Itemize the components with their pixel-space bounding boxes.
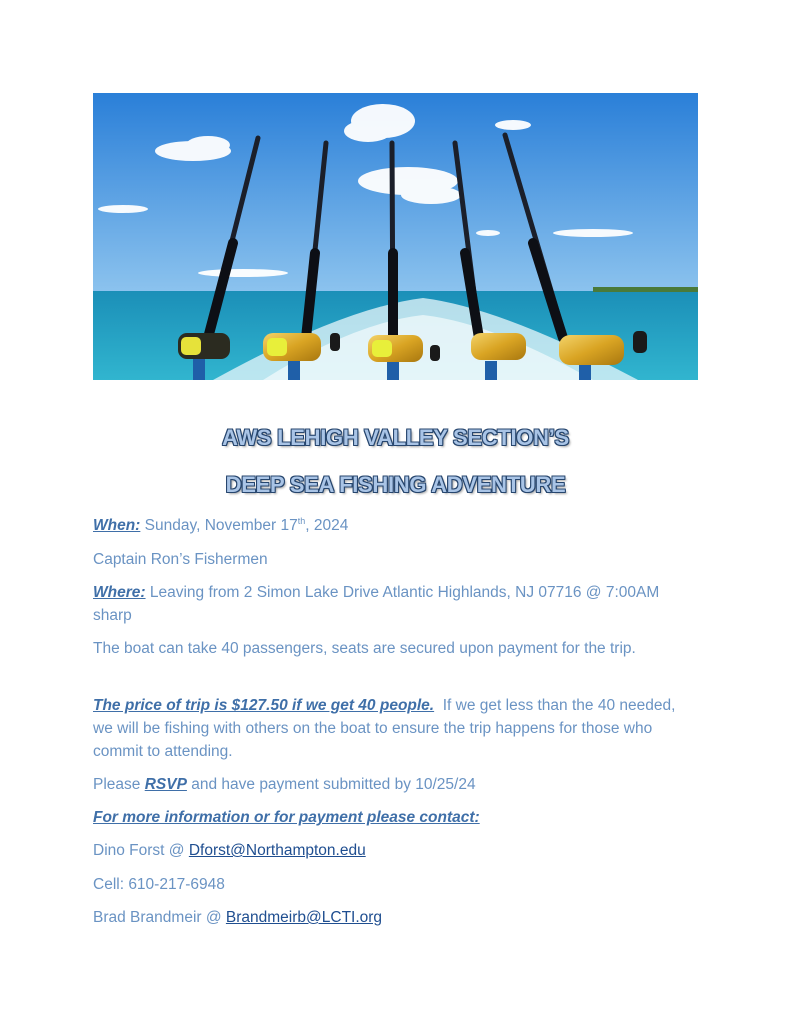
fishing-rods-photo [93,93,698,380]
title-line-2: DEEP SEA FISHING ADVENTURE [225,472,566,497]
rsvp-label: RSVP [144,776,187,793]
rsvp-before: Please [93,776,145,793]
when-label: When: [93,517,141,534]
contact-heading-text: For more information or for payment please contact: [93,809,480,826]
banner-image [93,93,698,380]
where-paragraph [93,581,698,627]
when-date-suffix: th [297,515,306,526]
when-date: Sunday, November 17 [140,517,298,534]
where-text: Leaving from 2 Simon Lake Drive Atlantic Highlands, NJ 07716 @ 7:00AM sharp [93,584,660,624]
when-year: , 2024 [305,517,349,534]
contact-2-email-link[interactable]: Brandmeirb@LCTI.org [225,909,383,926]
rsvp-paragraph [93,773,698,796]
contact-2 [93,906,698,929]
captain-paragraph: Captain Ron’s Fishermen [93,551,268,568]
where-label: Where: [93,584,146,601]
price-text: If we get less than the 40 needed, we will be fishing with others on the boat to ensure the trip happens for those who commit to attending. [93,697,680,760]
rsvp-after: and have payment submitted by 10/25/24 [186,776,476,793]
when-paragraph [93,514,698,537]
contact-2-name: Brad Brandmeir @ [93,909,226,926]
contact-1-name: Dino Forst @ [93,842,189,859]
title-line-1: AWS LEHIGH VALLEY SECTION’S [222,425,569,450]
cell-number: Cell: 610-217-6948 [93,876,225,893]
price-label: The price of trip is $127.50 if we get 40 people. [93,697,435,714]
contact-heading [93,806,698,829]
contact-1-email-link[interactable]: Dforst@Northampton.edu [188,842,366,859]
price-paragraph [93,694,698,763]
contact-1 [93,839,698,862]
capacity-paragraph: The boat can take 40 passengers, seats are secured upon payment for the trip. [93,640,636,657]
